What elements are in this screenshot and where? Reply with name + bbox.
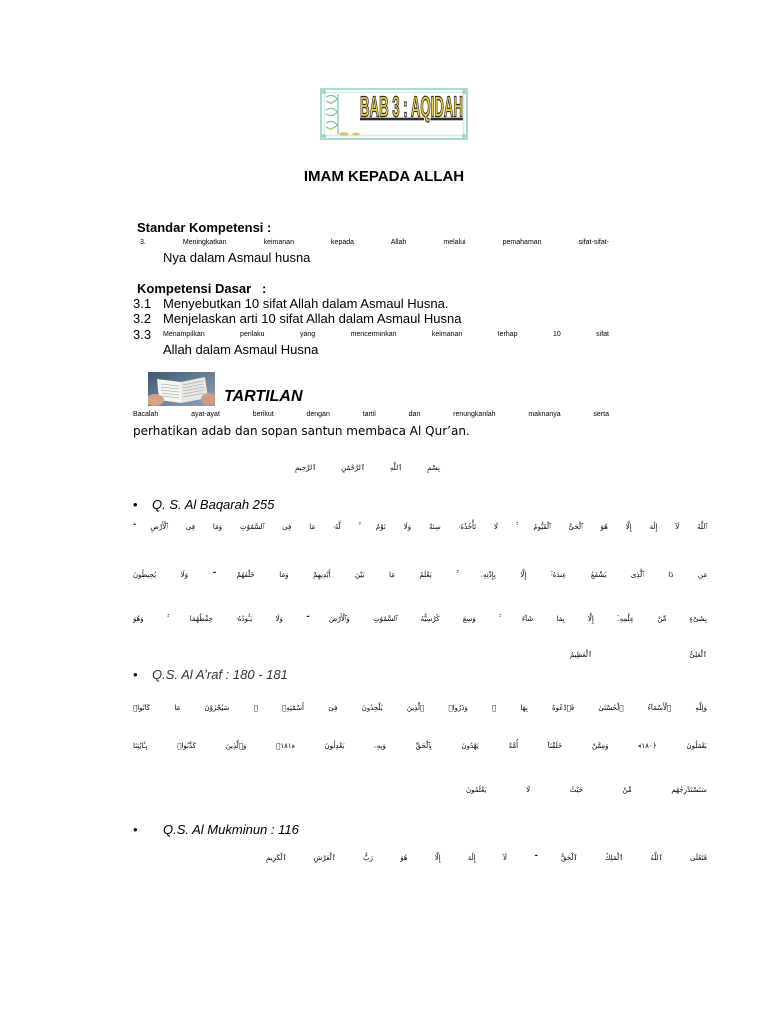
araf-line-3 <box>466 770 707 810</box>
baqarah-line-3 <box>133 599 707 639</box>
standar-kompetensi-line-1 <box>140 235 609 250</box>
arabic-verse-text: فَتَعَٰلَى ٱللَّهُ ٱلْمَلِكُ ٱلْحَقُّ ۖ لَآ إِلَٰهَ إِلَّا هُوَ رَبُّ ٱلْعَرْشِ ٱلْكَرِيمِ <box>266 854 707 862</box>
standar-kompetensi-text: 3. Meningkatkan keimanan kepada Allah melalui pemahaman sifat-sifat- <box>140 239 609 246</box>
tartilan-instruction-line-2: perhatikan adab dan sopan santun membaca Al Qur’an. <box>133 424 470 438</box>
kd-item-text-3-2: Menjelaskan arti 10 sifat Allah dalam Asmaul Husna <box>163 311 462 326</box>
baqarah-line-4 <box>570 635 707 675</box>
tartilan-heading: TARTILAN <box>224 388 303 405</box>
bismillah-calligraphy <box>295 451 440 485</box>
araf-line-1 <box>133 688 707 728</box>
arabic-verse-text: بِشَىْءٍ مِّنْ عِلْمِهِۦٓ إِلَّا بِمَا شَآءَ ۚ وَسِعَ كُرْسِيُّهُ ٱلسَّمَٰوَٰتِ وَٱلْأَرْضَ ۖ وَلَا يَـُٔودُهُۥ حِفْظُهُمَا ۚ وَهُوَ <box>133 615 707 623</box>
tartilan-instruction-line-1 <box>133 407 609 422</box>
banner-label: BAB 3 : AQIDAH <box>360 90 463 123</box>
standar-kompetensi-heading: Standar Kompetensi : <box>137 220 272 235</box>
kd-item-text-3-3 <box>163 327 609 342</box>
arabic-verse-text: ٱلْعَلِىُّ ٱلْعَظِيمُ <box>570 651 707 659</box>
standar-kompetensi-line-2: Nya dalam Asmaul husna <box>163 250 311 265</box>
verse-reference-mukminun: Q.S. Al Mukminun : 116 <box>163 822 299 837</box>
chapter-banner <box>320 88 468 140</box>
kd-item-number-3-1: 3.1 <box>133 296 152 311</box>
baqarah-line-1 <box>133 507 707 547</box>
kompetensi-dasar-heading: Kompetensi Dasar : <box>137 281 267 296</box>
bullet: • <box>133 497 138 512</box>
verse-reference-baqarah: Q. S. Al Baqarah 255 <box>152 497 275 512</box>
kd-item-text-3-1: Menyebutkan 10 sifat Allah dalam Asmaul Husna. <box>163 296 449 311</box>
kd-item-number-3-3: 3.3 <box>133 327 152 342</box>
mukminun-line-1 <box>266 838 707 878</box>
bullet: • <box>133 822 138 837</box>
arabic-verse-text: ٱللَّهُ لَآ إِلَٰهَ إِلَّا هُوَ ٱلْحَىُّ ٱلْقَيُّومُ ۚ لَا تَأْخُذُهُۥ سِنَةٌ وَلَا نَوْمٌ ۚ لَّهُۥ مَا فِى ٱلسَّمَٰوَٰتِ وَمَا فِى ٱلْأَرْضِ ۗ <box>133 523 707 531</box>
bullet: • <box>133 667 138 682</box>
bismillah-text: بِسْمِ ٱللَّهِ ٱلرَّحْمَٰنِ ٱلرَّحِيمِ <box>295 464 440 472</box>
arabic-verse-text: سَنَسْتَدْرِجُهُم مِّنْ حَيْثُ لَا يَعْلَمُونَ <box>466 786 707 794</box>
kd-item-3-3-continuation: Allah dalam Asmaul Husna <box>163 342 319 357</box>
kd-item-number-3-2: 3.2 <box>133 311 152 326</box>
arabic-verse-text: يَعْمَلُونَ ﴿١٨٠﴾ وَمِمَّنْ خَلَقْنَآ أُمَّةٌ يَهْدُونَ بِٱلْحَقِّ وَبِهِۦ يَعْدِلُونَ ﴿١٨١﴾ وَٱلَّذِينَ كَذَّبُوا۟ بِـَٔايَٰتِنَا <box>133 742 707 750</box>
arabic-verse-text: مَن ذَا ٱلَّذِى يَشْفَعُ عِندَهُۥٓ إِلَّا بِإِذْنِهِۦ ۚ يَعْلَمُ مَا بَيْنَ أَيْدِيهِمْ وَمَا خَلْفَهُمْ ۖ وَلَا يُحِيطُونَ <box>133 571 707 579</box>
baqarah-line-2 <box>133 555 707 595</box>
quran-reading-image <box>148 372 215 406</box>
araf-line-2 <box>133 726 707 766</box>
kd-item-text-3-3-content: Menampilkan perilaku yang mencerminkan keimanan terhap 10 sifat <box>163 331 609 338</box>
verse-reference-araf: Q.S. Al A’raf : 180 - 181 <box>152 667 288 682</box>
tartilan-instruction-text: Bacalah ayat-ayat berikut dengan tartil dan renungkanlah maknanya serta <box>133 411 609 418</box>
arabic-verse-text: وَلِلَّهِ ٱلْأَسْمَآءُ ٱلْحُسْنَىٰ فَٱدْعُوهُ بِهَا ۖ وَذَرُوا۟ ٱلَّذِينَ يُلْحِدُونَ فِىٓ أَسْمَٰٓئِهِۦ ۚ سَيُجْزَوْنَ مَا كَانُوا۟ <box>133 704 707 712</box>
page-title: IMAM KEPADA ALLAH <box>303 168 465 185</box>
